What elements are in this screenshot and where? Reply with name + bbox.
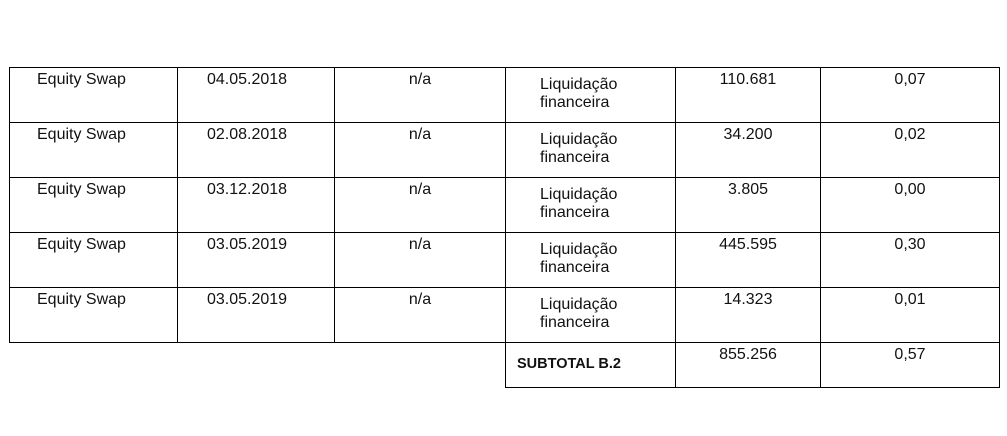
settlement-type-line2: financeira [540,259,610,276]
date-cell: 02.08.2018 [178,123,335,178]
swap-table [9,67,1000,388]
value-cell: 3.805 [676,178,821,233]
value-cell: 445.595 [676,233,821,288]
settlement-type-cell [506,288,676,343]
settlement-type-cell [506,178,676,233]
na-cell: n/a [335,68,506,123]
instrument-cell: Equity Swap [10,68,178,123]
instrument-cell: Equity Swap [10,288,178,343]
table-row [10,123,1000,178]
table-row [10,68,1000,123]
settlement-type-line1: Liquidação [540,131,618,148]
date-cell: 03.05.2019 [178,233,335,288]
value-cell: 110.681 [676,68,821,123]
na-cell: n/a [335,233,506,288]
na-cell: n/a [335,178,506,233]
value-cell: 34.200 [676,123,821,178]
settlement-type-line1: Liquidação [540,76,618,93]
instrument-cell: Equity Swap [10,178,178,233]
settlement-type-line2: financeira [540,204,610,221]
settlement-type-line1: Liquidação [540,296,618,313]
empty-cell [10,343,178,388]
percent-cell: 0,02 [821,123,1000,178]
percent-cell: 0,00 [821,178,1000,233]
settlement-type-cell [506,68,676,123]
instrument-cell: Equity Swap [10,123,178,178]
settlement-type-line2: financeira [540,149,610,166]
settlement-type-line1: Liquidação [540,241,618,258]
instrument-cell: Equity Swap [10,233,178,288]
percent-cell: 0,30 [821,233,1000,288]
settlement-type-line2: financeira [540,94,610,111]
date-cell: 04.05.2018 [178,68,335,123]
na-cell: n/a [335,288,506,343]
subtotal-value: 855.256 [676,343,821,388]
value-cell: 14.323 [676,288,821,343]
settlement-type-line1: Liquidação [540,186,618,203]
date-cell: 03.12.2018 [178,178,335,233]
subtotal-percent: 0,57 [821,343,1000,388]
na-cell: n/a [335,123,506,178]
table-row [10,233,1000,288]
empty-cell [335,343,506,388]
settlement-type-cell [506,233,676,288]
empty-cell [178,343,335,388]
subtotal-label: SUBTOTAL B.2 [506,343,676,388]
settlement-type-line2: financeira [540,314,610,331]
date-cell: 03.05.2019 [178,288,335,343]
settlement-type-cell [506,123,676,178]
percent-cell: 0,07 [821,68,1000,123]
table-row [10,178,1000,233]
percent-cell: 0,01 [821,288,1000,343]
table-row [10,288,1000,343]
subtotal-row [10,343,1000,388]
